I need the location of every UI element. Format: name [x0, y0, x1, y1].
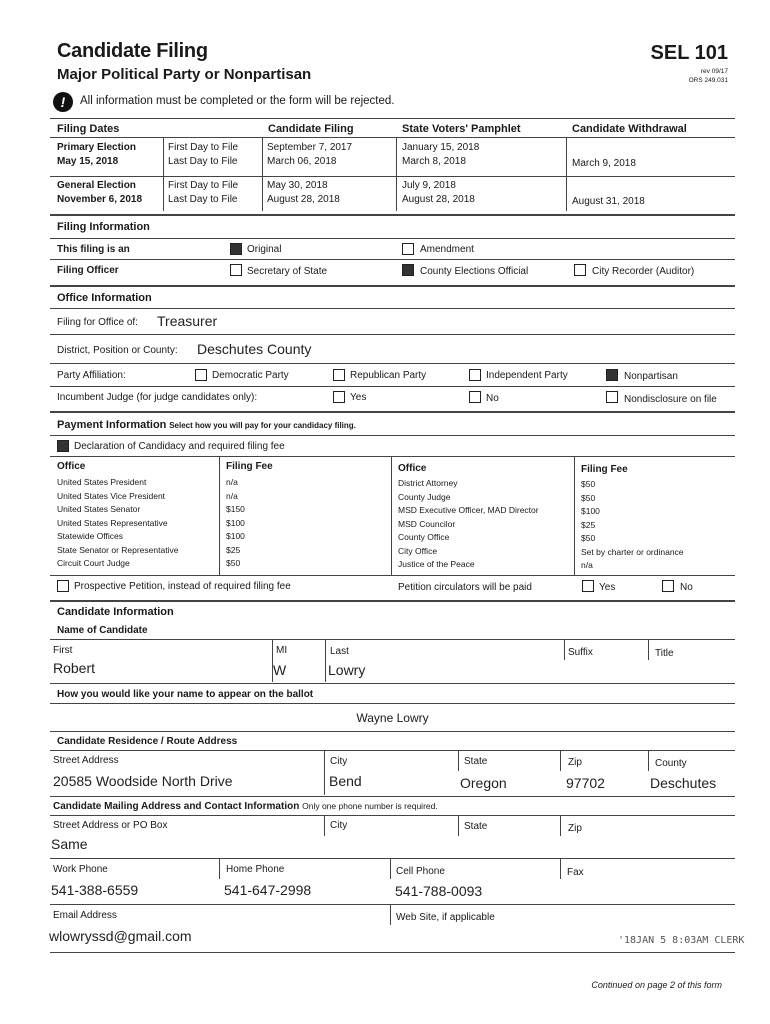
street-label: Street Address — [53, 755, 119, 766]
mail-zip-label: Zip — [568, 823, 582, 834]
mail-street-label: Street Address or PO Box — [53, 820, 168, 831]
list-item: State Senator or Representative — [57, 544, 179, 555]
divider — [50, 456, 735, 457]
ballot-value[interactable]: Wayne Lowry — [356, 711, 429, 725]
divider — [396, 177, 397, 211]
nondisclosure-label: Nondisclosure on file — [624, 394, 717, 405]
divider — [50, 238, 735, 239]
divider — [324, 816, 325, 836]
circulators-yes-checkbox[interactable] — [582, 580, 594, 592]
filing-for-label: Filing for Office of: — [57, 317, 138, 328]
web-label: Web Site, if applicable — [396, 912, 495, 923]
left-fee-list — [226, 476, 245, 571]
left-fee-col: Filing Fee — [226, 461, 273, 472]
col-pamphlet: State Voters' Pamphlet — [402, 123, 521, 135]
district-value[interactable]: Deschutes County — [197, 341, 312, 357]
general-file-last: August 28, 2018 — [267, 194, 340, 205]
home-label: Home Phone — [226, 864, 285, 875]
divider — [50, 904, 735, 905]
general-file-first: May 30, 2018 — [267, 180, 328, 191]
divider — [566, 177, 567, 211]
republican-label: Republican Party — [350, 370, 427, 381]
amendment-label: Amendment — [420, 244, 474, 255]
first-value[interactable]: Robert — [53, 660, 96, 676]
general-date: November 6, 2018 — [57, 194, 143, 205]
right-office-col: Office — [398, 463, 427, 474]
list-item: $150 — [226, 504, 245, 514]
original-checkbox[interactable] — [230, 243, 242, 255]
work-value[interactable]: 541-388-6559 — [51, 882, 139, 898]
divider — [50, 411, 735, 413]
list-item: Circuit Court Judge — [57, 558, 130, 568]
list-item: $25 — [581, 519, 596, 530]
received-stamp: '18JAN 5 8:03AM CLERK — [618, 935, 745, 946]
list-item: $50 — [581, 533, 596, 543]
list-item: District Attorney — [398, 478, 458, 488]
list-item: County Office — [398, 532, 450, 542]
payment-heading: Payment Information — [57, 419, 167, 431]
general-withdraw: August 31, 2018 — [572, 196, 645, 207]
mailing-heading-row — [53, 801, 438, 812]
amendment-checkbox[interactable] — [402, 243, 414, 255]
divider — [574, 457, 575, 575]
divider — [262, 177, 263, 211]
divider — [50, 600, 735, 602]
judge-label: Incumbent Judge (for judge candidates only): — [57, 392, 258, 403]
list-item: $100 — [226, 531, 245, 541]
general-pamphlet-first: July 9, 2018 — [402, 180, 456, 191]
last-value[interactable]: Lowry — [328, 662, 366, 678]
district-label: District, Position or County: — [57, 345, 178, 356]
independent-label: Independent Party — [486, 370, 568, 381]
mail-city-label: City — [330, 820, 348, 831]
primary-withdraw: March 9, 2018 — [572, 158, 636, 169]
divider — [50, 386, 735, 387]
this-filing-label: This filing is an — [57, 244, 130, 255]
suffix-label: Suffix — [568, 647, 593, 658]
divider — [50, 363, 735, 364]
left-office-col: Office — [57, 461, 86, 472]
divider — [50, 137, 735, 138]
col-withdrawal: Candidate Withdrawal — [572, 123, 687, 135]
divider — [50, 731, 735, 732]
list-item: $50 — [581, 492, 596, 503]
divider — [50, 575, 735, 576]
filing-info-heading: Filing Information — [57, 221, 150, 233]
office-info-heading: Office Information — [57, 292, 152, 304]
democratic-checkbox[interactable] — [195, 369, 207, 381]
divider — [163, 177, 164, 211]
judge-no-checkbox[interactable] — [469, 391, 481, 403]
right-fee-col: Filing Fee — [581, 464, 628, 475]
list-item: Justice of the Peace — [398, 559, 475, 569]
list-item: n/a — [226, 490, 238, 501]
last-label: Last — [330, 646, 349, 657]
mi-label: MI — [276, 645, 288, 656]
circulators-yes-label: Yes — [599, 582, 616, 593]
divider — [566, 138, 567, 176]
divider — [50, 214, 735, 216]
list-item: Statewide Offices — [57, 531, 123, 541]
list-item: Set by charter or ordinance — [581, 546, 684, 557]
list-item: $100 — [581, 506, 600, 516]
circulators-no-checkbox[interactable] — [662, 580, 674, 592]
primary-label: Primary Election — [57, 142, 136, 153]
general-label: General Election — [57, 180, 136, 191]
divider — [50, 308, 735, 309]
divider — [50, 259, 735, 260]
divider — [50, 858, 735, 859]
judge-no-label: No — [486, 393, 499, 404]
form-title: Candidate Filing — [57, 40, 208, 62]
rev-date: rev 09/17 — [700, 68, 728, 75]
primary-first-day: First Day to File — [168, 142, 239, 153]
mailing-heading: Candidate Mailing Address and Contact Information — [53, 801, 300, 812]
mail-street-value[interactable]: Same — [51, 836, 88, 852]
form-subtitle: Major Political Party or Nonpartisan — [57, 66, 312, 83]
name-heading: Name of Candidate — [57, 625, 148, 636]
divider — [648, 640, 649, 660]
divider — [396, 138, 397, 176]
street-value[interactable]: 20585 Woodside North Drive — [53, 773, 233, 789]
home-value[interactable]: 541-647-2998 — [224, 882, 312, 898]
general-last-day: Last Day to File — [168, 194, 238, 205]
warning-text: All information must be completed or the form will be rejected. — [80, 95, 395, 107]
list-item: United States Vice President — [57, 490, 166, 501]
sos-checkbox[interactable] — [230, 264, 242, 276]
general-pamphlet-last: August 28, 2018 — [402, 194, 475, 205]
judge-yes-checkbox[interactable] — [333, 391, 345, 403]
residence-heading: Candidate Residence / Route Address — [57, 736, 238, 747]
mailing-note: Only one phone number is required. — [302, 801, 438, 811]
independent-checkbox[interactable] — [469, 369, 481, 381]
list-item: United States Representative — [57, 517, 168, 528]
left-office-list — [57, 476, 178, 571]
list-item: $100 — [226, 517, 245, 528]
ors-ref: ORS 249.031 — [688, 77, 728, 84]
primary-pamphlet-first: January 15, 2018 — [402, 142, 480, 153]
prospective-checkbox[interactable] — [57, 580, 69, 592]
divider — [50, 815, 735, 816]
original-label: Original — [247, 244, 282, 255]
judge-yes-label: Yes — [350, 392, 367, 403]
mi-value[interactable]: W — [273, 662, 287, 678]
list-item: MSD Executive Officer, MAD Director — [398, 505, 539, 515]
city-label: City — [330, 756, 348, 767]
divider — [50, 796, 735, 797]
divider — [50, 334, 735, 335]
ballot-heading: How you would like your name to appear on the ballot — [57, 689, 314, 700]
party-label: Party Affiliation: — [57, 370, 126, 381]
col-filing-dates: Filing Dates — [57, 123, 120, 135]
first-label: First — [53, 645, 73, 656]
revision-info — [689, 67, 728, 85]
state-label: State — [464, 756, 488, 767]
county-official-label: County Elections Official — [420, 266, 529, 277]
divider — [50, 285, 735, 287]
list-item: United States President — [57, 477, 147, 487]
email-label: Email Address — [53, 910, 117, 921]
declaration-label: Declaration of Candidacy and required filing fee — [74, 441, 285, 452]
city-value[interactable]: Bend — [329, 773, 362, 789]
list-item: n/a — [581, 560, 593, 570]
divider — [50, 435, 735, 436]
payment-note: Select how you will pay for your candidacy filing. — [169, 421, 356, 430]
divider — [50, 176, 735, 177]
declaration-checkbox[interactable] — [57, 440, 69, 452]
circulators-label: Petition circulators will be paid — [398, 582, 532, 593]
divider — [50, 750, 735, 751]
democratic-label: Democratic Party — [212, 370, 289, 381]
city-recorder-label: City Recorder (Auditor) — [592, 266, 695, 277]
divider — [391, 457, 392, 575]
cell-value[interactable]: 541-788-0093 — [395, 883, 483, 899]
list-item: City Office — [398, 545, 438, 556]
list-item: $50 — [226, 558, 241, 568]
divider — [219, 457, 220, 575]
list-item: $50 — [581, 479, 596, 489]
list-item: n/a — [226, 477, 238, 487]
divider — [458, 816, 459, 836]
divider — [390, 905, 391, 925]
divider — [163, 138, 164, 176]
primary-file-last: March 06, 2018 — [267, 156, 337, 167]
sos-label: Secretary of State — [247, 266, 328, 277]
divider — [262, 138, 263, 176]
divider — [560, 816, 561, 836]
divider — [50, 118, 735, 119]
right-fee-list — [581, 478, 684, 573]
circulators-no-label: No — [680, 582, 693, 593]
republican-checkbox[interactable] — [333, 369, 345, 381]
continued-note: Continued on page 2 of this form — [591, 980, 722, 990]
nonpartisan-checkbox[interactable] — [606, 369, 618, 381]
primary-file-first: September 7, 2017 — [267, 142, 353, 153]
divider — [50, 639, 735, 640]
list-item: United States Senator — [57, 504, 141, 514]
county-official-checkbox[interactable] — [402, 264, 414, 276]
filing-for-value[interactable]: Treasurer — [157, 313, 218, 329]
divider — [390, 859, 391, 879]
zip-label: Zip — [568, 757, 582, 768]
list-item: $25 — [226, 544, 241, 555]
filing-officer-label: Filing Officer — [57, 265, 119, 276]
nonpartisan-label: Nonpartisan — [624, 371, 678, 382]
right-office-list — [398, 477, 539, 572]
divider — [50, 683, 735, 684]
divider — [458, 751, 459, 771]
list-item: MSD Councilor — [398, 518, 456, 529]
county-value[interactable]: Deschutes — [650, 775, 717, 791]
zip-value[interactable]: 97702 — [566, 775, 605, 791]
title-label: Title — [655, 648, 674, 659]
candidate-info-heading: Candidate Information — [57, 606, 174, 618]
fax-label: Fax — [567, 867, 584, 878]
divider — [219, 859, 220, 879]
email-value[interactable]: wlowryssd@gmail.com — [49, 928, 192, 944]
general-first-day: First Day to File — [168, 180, 239, 191]
mail-state-label: State — [464, 821, 488, 832]
list-item: County Judge — [398, 491, 451, 502]
divider — [324, 751, 325, 795]
primary-pamphlet-last: March 8, 2018 — [402, 156, 466, 167]
divider — [50, 703, 735, 704]
warning-icon: ! — [53, 92, 73, 112]
divider — [325, 640, 326, 682]
county-label: County — [655, 758, 687, 769]
cell-label: Cell Phone — [396, 866, 445, 877]
payment-heading-row — [57, 419, 356, 431]
divider — [560, 859, 561, 879]
primary-last-day: Last Day to File — [168, 156, 238, 167]
form-number: SEL 101 — [650, 42, 728, 64]
divider — [648, 751, 649, 771]
work-label: Work Phone — [53, 864, 108, 875]
divider — [560, 751, 561, 771]
prospective-label: Prospective Petition, instead of required filing fee — [74, 581, 291, 592]
divider — [50, 952, 735, 953]
divider — [564, 640, 565, 660]
primary-date: May 15, 2018 — [57, 156, 119, 167]
nondisclosure-checkbox[interactable] — [606, 391, 618, 403]
state-value[interactable]: Oregon — [460, 775, 507, 791]
city-recorder-checkbox[interactable] — [574, 264, 586, 276]
col-candidate-filing: Candidate Filing — [268, 123, 354, 135]
